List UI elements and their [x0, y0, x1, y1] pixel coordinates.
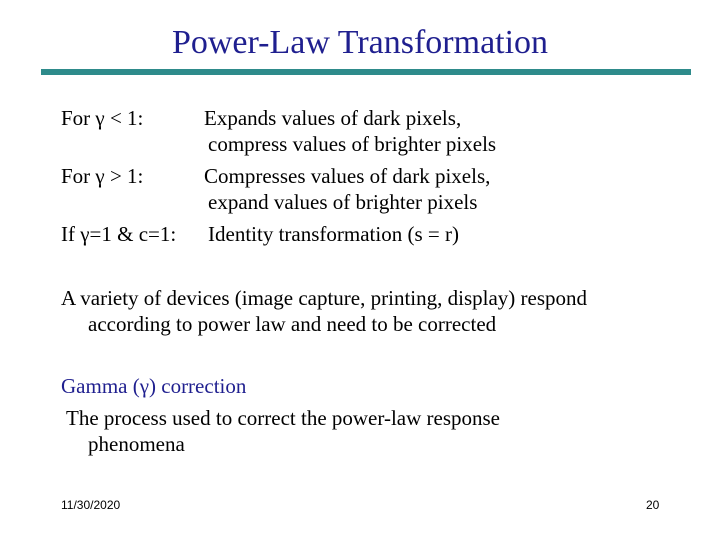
gamma-desc-line1: The process used to correct the power-law response	[66, 406, 500, 430]
rule-3-desc-line1: Identity transformation (s = r)	[208, 222, 459, 246]
footer-page-number: 20	[646, 498, 660, 512]
rule-3-label: If γ=1 & c=1:	[61, 222, 177, 246]
rule-2-label: For γ > 1:	[61, 164, 144, 188]
rule-1-desc-line2: compress values of brighter pixels	[208, 132, 497, 156]
rule-2-desc-line1: Compresses values of dark pixels,	[204, 164, 491, 188]
gamma-desc-line2: phenomena	[88, 432, 185, 456]
title-rule	[41, 69, 691, 75]
rule-1-label: For γ < 1:	[61, 106, 144, 130]
gamma-heading: Gamma (γ) correction	[61, 374, 247, 398]
slide-title: Power-Law Transformation	[171, 24, 549, 61]
devices-paragraph-line1: A variety of devices (image capture, printing, display) respond	[61, 286, 588, 310]
footer-date: 11/30/2020	[61, 498, 121, 512]
rule-1-desc-line1: Expands values of dark pixels,	[204, 106, 462, 130]
devices-paragraph-line2: according to power law and need to be corrected	[88, 312, 497, 336]
rule-2-desc-line2: expand values of brighter pixels	[208, 190, 478, 214]
